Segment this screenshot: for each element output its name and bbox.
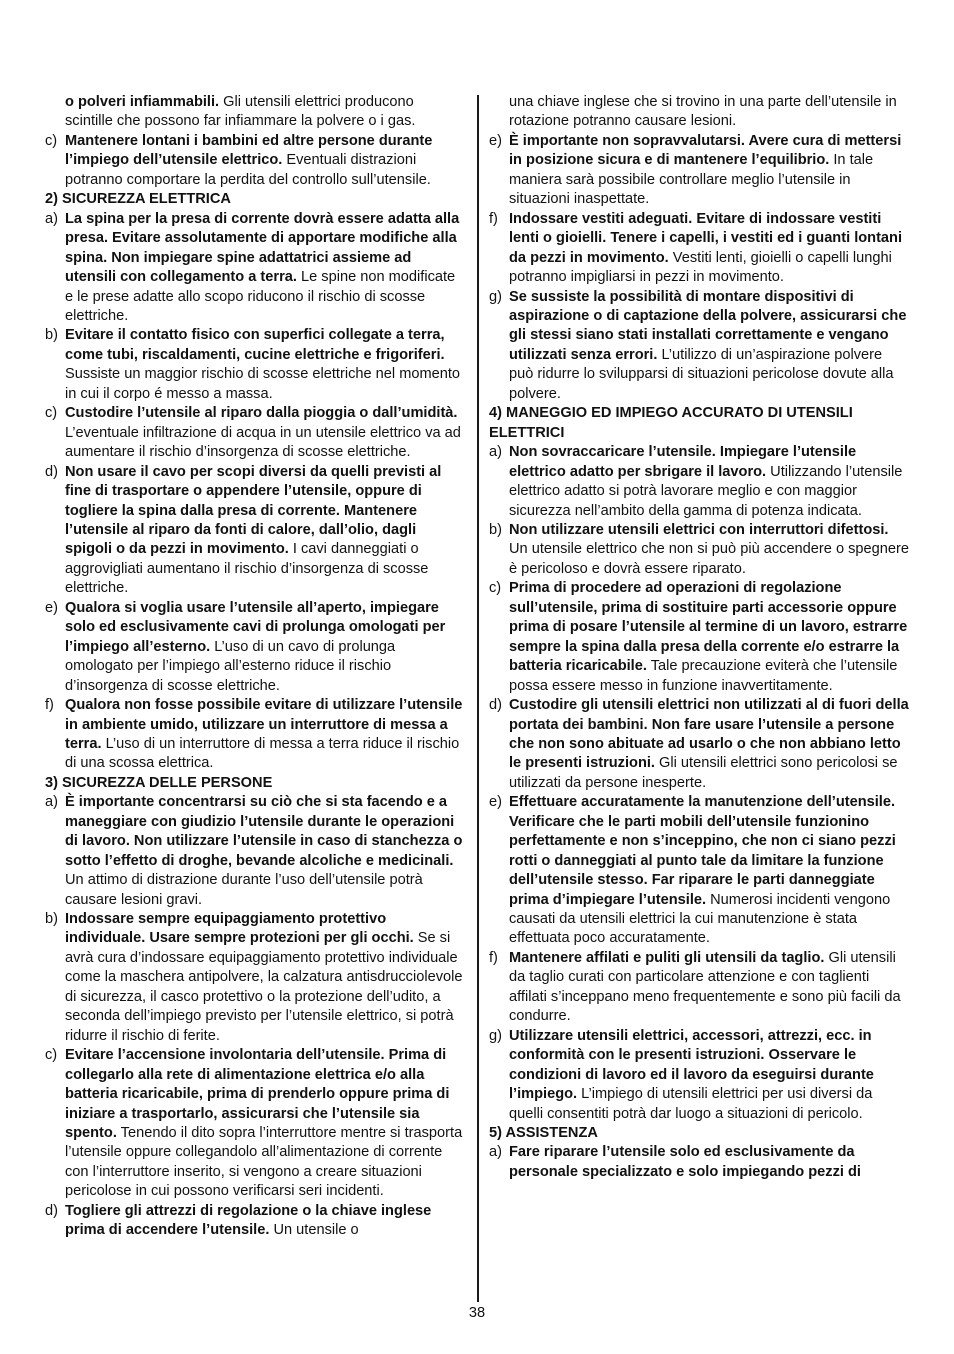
list-item (489, 521, 909, 579)
item-normal-text: Gli utensili elettrici producono scintille che possono far infiammare la polvere o i gas. (65, 94, 416, 130)
item-normal-text: Un attimo di distrazione durante l’uso dell’utensile potrà causare lesioni gravi. (65, 872, 423, 908)
item-normal-text: L’uso di un cavo di prolunga omologato per l’impiego all’esterno riduce il rischio d’insorgenza di scosse elettriche. (65, 638, 396, 694)
item-letter: a) (45, 794, 58, 811)
item-normal-text: I cavi danneggiati o aggrovigliati aumentano il rischio d’insorgenza di scosse elettriche. (65, 541, 429, 597)
item-letter: e) (45, 599, 58, 616)
list-item (45, 404, 465, 462)
item-normal-text: In tale maniera sarà possibile controllare meglio l’utensile in situazioni inaspettate. (509, 152, 874, 208)
section-heading: 4) MANEGGIO ED IMPIEGO ACCURATO DI UTENSILI ELETTRICI (489, 405, 853, 441)
item-bold-text: Se sussiste la possibilità di montare dispositivi di aspirazione o di captazione della polvere, assicurarsi che gli stessi siano stati installati correttamente e vengano utilizzati senza errori. (509, 288, 907, 363)
item-bold-text: Utilizzare utensili elettrici, accessori, attrezzi, ecc. in conformità con le presenti istruzioni. Osservare le condizioni di lavoro ed il lavoro da eseguirsi durante l’impiego. (509, 1027, 874, 1103)
section-heading: 5) ASSISTENZA (489, 1125, 598, 1142)
item-text (65, 910, 465, 1046)
item-bold-text: La spina per la presa di corrente dovrà essere adatta alla presa. Evitare assolutamente di apportare modifiche alla spina. Non impiegare spine adattatrici assieme ad utensili con collegamento a terra. (65, 210, 460, 286)
item-text (65, 1202, 465, 1241)
item-text (509, 210, 909, 288)
item-letter: a) (489, 1144, 502, 1161)
list-item (45, 132, 465, 190)
item-normal-text: Vestiti lenti, gioielli o capelli lunghi potranno impigliarsi in pezzi in movimento. (509, 249, 892, 286)
item-bold-text: Non utilizzare utensili elettrici con interruttori difettosi. (509, 521, 889, 538)
list-item (45, 599, 465, 696)
item-text (509, 579, 909, 696)
item-normal-text: Utilizzando l’utensile elettrico adatto si potrà lavorare meglio e con maggior sicurezza nell’ambito della gamma di potenza indicata. (509, 463, 903, 519)
item-normal-text: Sussiste un maggior rischio di scosse elettriche nel momento in cui il corpo é messo a massa. (65, 366, 461, 402)
item-normal-text: Tenendo il dito sopra l’interruttore mentre si trasporta l’utensile oppure collegandolo all’alimentazione di corrente con l’interruttore inserito, si vengono a creare situazioni pericolose in cui possono verificarsi seri incidenti. (65, 1125, 463, 1200)
item-bold-text: Prima di procedere ad operazioni di regolazione sull’utensile, prima di sostituire parti accessorie oppure prima di posare l’utensile al termine di un lavoro, estrarre sempre la spina dalla presa della corrente e/o estrarre la batteria ricaricabile. (509, 580, 908, 675)
item-bold-text: Custodire gli utensili elettrici non utilizzati al di fuori della portata dei bambini. Non fare usare l’utensile a persone che non sono abituate ad usarlo o che non abbiano letto le presenti istruzioni. (509, 697, 909, 772)
list-item (45, 210, 465, 327)
section-heading: 2) SICUREZZA ELETTRICA (45, 191, 231, 208)
item-text (509, 132, 909, 210)
item-letter: e) (489, 132, 502, 149)
item-bold-text: Mantenere lontani i bambini ed altre persone durante l’impiego dell’utensile elettrico. (65, 132, 433, 169)
item-bold-text: Evitare il contatto fisico con superfici collegate a terra, come tubi, riscaldamenti, cucine elettriche e frigoriferi. (65, 327, 445, 363)
list-item (489, 1027, 909, 1124)
item-text (65, 326, 465, 404)
item-letter: g) (489, 1027, 502, 1044)
item-normal-text: L’eventuale infiltrazione di acqua in un utensile elettrico va ad aumentare il rischio d’insorgenza di scosse elettriche. (65, 424, 461, 461)
item-bold-text: o polveri infiammabili. (65, 94, 220, 110)
list-item (489, 1143, 909, 1182)
item-letter: d) (489, 697, 502, 714)
item-normal-text: una chiave inglese che si trovino in una parte dell’utensile in rotazione potranno causare lesioni. (509, 94, 897, 130)
item-normal-text: Numerosi incidenti vengono causati da utensili elettrici la cui manutenzione è stata effettuata poco accuratamente. (509, 891, 891, 947)
item-bold-text: Mantenere affilati e puliti gli utensili da taglio. (509, 949, 825, 966)
page-number: 38 (468, 1305, 486, 1321)
item-letter: a) (489, 444, 502, 461)
list-item (45, 326, 465, 404)
item-bold-text: Qualora non fosse possibile evitare di utilizzare l’utensile in ambiente umido, utilizzare un interruttore di messa a terra. (65, 697, 463, 752)
list-item (489, 579, 909, 696)
item-bold-text: Fare riparare l’utensile solo ed esclusivamente da personale specializzato e solo impiegando pezzi di (509, 1144, 861, 1180)
item-letter: f) (489, 210, 498, 227)
item-normal-text: Un utensile elettrico che non si può più accendere o spegnere è pericoloso e dovrà essere riparato. (509, 541, 909, 577)
item-text (65, 210, 465, 327)
item-bold-text: Custodire l’utensile al riparo dalla pioggia o dall’umidità. (65, 405, 458, 422)
item-bold-text: Non sovraccaricare l’utensile. Impiegare l’utensile elettrico adatto per sbrigare il lavoro. (509, 444, 857, 480)
list-item (489, 793, 909, 949)
item-normal-text: Le spine non modificate e le prese adatte allo scopo riducono il rischio di scosse elettriche. (65, 269, 456, 324)
item-letter: d) (45, 463, 58, 480)
item-normal-text: L’impiego di utensili elettrici per usi diversi da quelli consentiti potrà dar luogo a situazioni di pericolo. (509, 1086, 873, 1122)
item-text (65, 793, 465, 910)
item-letter: b) (45, 327, 58, 344)
item-letter: c) (45, 132, 58, 149)
list-item (489, 132, 909, 210)
right-column (489, 93, 909, 1182)
item-normal-text: Se si avrà cura d’indossare equipaggiamento protettivo individuale come la maschera antipolvere, la calzatura antisdrucciolevole di sicurezza, il casco protettivo o la protezione dell’udito, a seconda dell’impiego previsto per l’utensile elettrico, si potrà ridurre il rischio di ferite. (65, 930, 463, 1044)
item-letter: b) (45, 911, 58, 928)
item-text (509, 288, 909, 405)
item-normal-text: Tale precauzione eviterà che l’utensile possa essere messo in funzione inavvertitamente. (509, 658, 898, 694)
item-bold-text: Indossare sempre equipaggiamento protettivo individuale. Usare sempre protezioni per gli occhi. (65, 911, 414, 947)
list-item (489, 696, 909, 793)
item-letter: b) (489, 521, 502, 538)
item-normal-text: Gli utensili da taglio curati con particolare attenzione e con taglienti affilati s’inceppano meno frequentemente e sono più facili da condurre. (509, 949, 901, 1025)
item-text (65, 132, 465, 190)
item-bold-text: È importante concentrarsi su ciò che si sta facendo e a maneggiare con giudizio l’utensile durante le operazioni di lavoro. Non utilizzare l’utensile in caso di stanchezza o sotto l’effetto di droghe, bevande alcoliche e medicinali. (65, 794, 463, 869)
item-text (65, 404, 465, 462)
item-bold-text: Indossare vestiti adeguati. Evitare di indossare vestiti lenti o gioielli. Tenere i capelli, i vestiti ed i guanti lontani da pezzi in movimento. (509, 210, 903, 266)
column-divider (477, 95, 479, 1302)
item-text (509, 1143, 909, 1182)
left-column (45, 93, 465, 1241)
item-text (65, 463, 465, 599)
item-bold-text: Togliere gli attrezzi di regolazione o la chiave inglese prima di accendere l’utensile. (65, 1202, 432, 1239)
continued-text (489, 93, 909, 132)
item-bold-text: È importante non sopravvalutarsi. Avere cura di mettersi in posizione sicura e di mantenere l’equilibrio. (509, 132, 902, 169)
continued-text (45, 93, 465, 132)
item-normal-text: Un utensile o (269, 1222, 359, 1239)
item-text (65, 696, 465, 774)
item-bold-text: Evitare l’accensione involontaria dell’utensile. Prima di collegarlo alla rete di alimentazione elettrica e/o alla batteria ricaricabile, prima di prenderlo oppure prima di iniziare a trasportarlo, assicurarsi che l’utensile sia spento. (65, 1047, 450, 1142)
item-letter: e) (489, 794, 502, 811)
item-normal-text: L’utilizzo di un’aspirazione polvere può ridurre lo svilupparsi di situazioni pericolose dovute alla polvere. (509, 346, 894, 402)
item-text (509, 793, 909, 949)
item-text (509, 1027, 909, 1124)
item-bold-text: Qualora si voglia usare l’utensile all’aperto, impiegare solo ed esclusivamente cavi di prolunga omologati per l’impiego all’esterno. (65, 599, 446, 655)
item-letter: d) (45, 1202, 58, 1219)
item-bold-text: Non usare il cavo per scopi diversi da quelli previsti al fine di trasportare o appendere l’utensile, oppure di togliere la spina dalla presa di corrente. Mantenere l’utensile al riparo da fonti di calore, dall’olio, dagli spigoli o da pezzi in movimento. (65, 463, 442, 558)
list-item (489, 443, 909, 521)
list-item (489, 210, 909, 288)
item-normal-text: L’uso di un interruttore di messa a terra riduce il rischio di una scossa elettrica. (65, 735, 460, 772)
list-item (489, 949, 909, 1027)
item-letter: a) (45, 210, 58, 227)
item-normal-text: Eventuali distrazioni potranno comportare la perdita del controllo sull’utensile. (65, 152, 431, 188)
item-text (509, 521, 909, 579)
item-letter: g) (489, 288, 502, 305)
item-text (509, 696, 909, 793)
item-letter: f) (489, 949, 498, 966)
list-item (489, 288, 909, 405)
list-item (45, 1202, 465, 1241)
item-letter: f) (45, 697, 54, 714)
item-letter: c) (45, 1047, 58, 1064)
section-heading: 3) SICUREZZA DELLE PERSONE (45, 774, 273, 791)
item-letter: c) (45, 405, 58, 422)
item-normal-text: Gli utensili elettrici sono pericolosi se utilizzati da persone inesperte. (509, 755, 898, 791)
item-text (65, 1046, 465, 1202)
item-text (509, 443, 909, 521)
item-text (65, 599, 465, 696)
list-item (45, 1046, 465, 1202)
item-text (509, 949, 909, 1027)
item-letter: c) (489, 580, 502, 597)
list-item (45, 793, 465, 910)
list-item (45, 910, 465, 1046)
list-item (45, 463, 465, 599)
list-item (45, 696, 465, 774)
item-bold-text: Effettuare accuratamente la manutenzione dell’utensile. Verificare che le parti mobili dell’utensile funzionino perfettamente e non s’inceppino, che non ci siano pezzi rotti o danneggiati al punto tale da limitare la funzione dell’utensile stesso. Far riparare le parti danneggiate prima d’impiegare l’utensile. (509, 794, 896, 908)
